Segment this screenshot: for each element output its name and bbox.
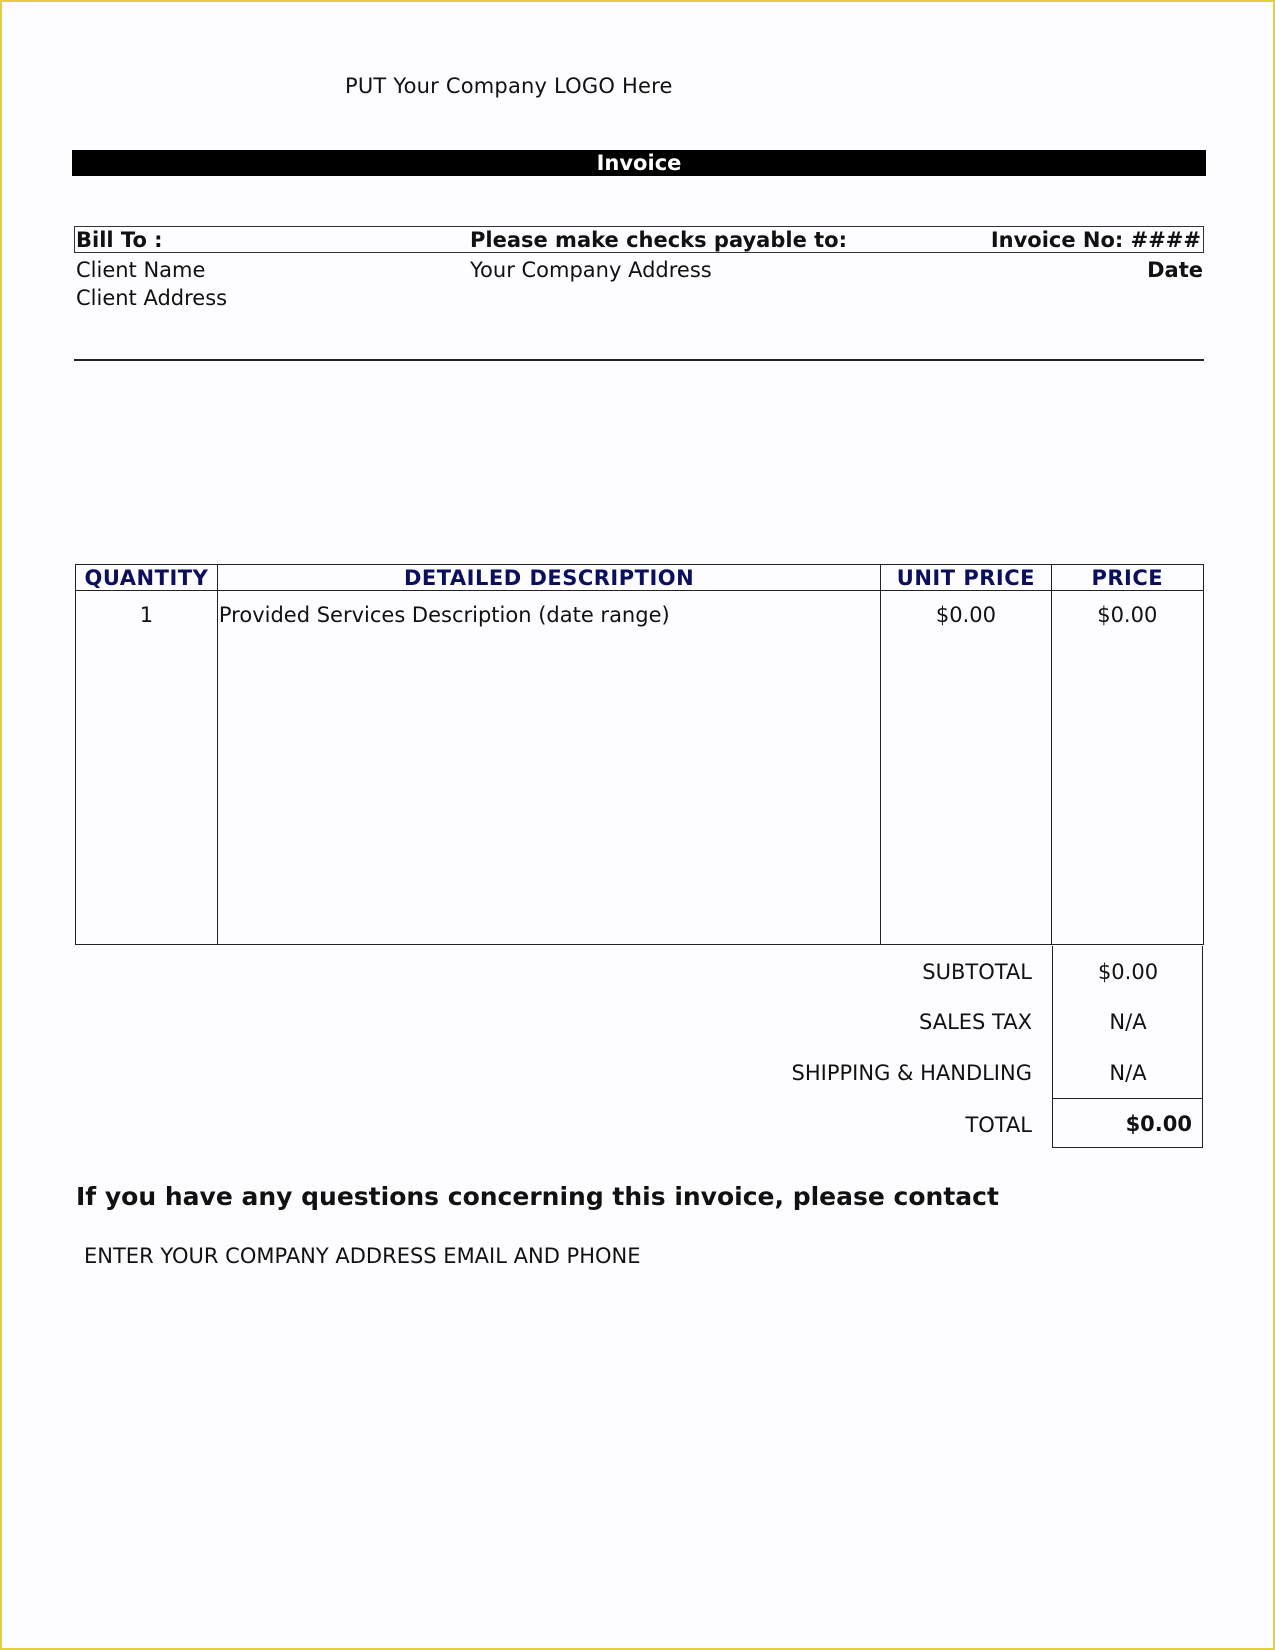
company-logo-placeholder: PUT Your Company LOGO Here — [345, 74, 673, 98]
billing-section-divider — [74, 359, 1204, 361]
questions-heading: If you have any questions concerning this invoice, please contact — [76, 1182, 999, 1211]
contact-placeholder: ENTER YOUR COMPANY ADDRESS EMAIL AND PHONE — [84, 1244, 641, 1268]
price-column-header: PRICE — [1051, 565, 1203, 591]
table-row — [76, 591, 1204, 945]
line-items-table — [75, 564, 1204, 945]
quantity-column-header: QUANTITY — [76, 565, 218, 591]
item-quantity: 1 — [76, 591, 218, 945]
invoice-number: Invoice No: #### — [990, 228, 1201, 252]
company-address: Your Company Address — [470, 258, 712, 282]
item-description: Provided Services Description (date range) — [217, 591, 880, 945]
item-price: $0.00 — [1051, 591, 1203, 945]
total-value: $0.00 — [1052, 1098, 1203, 1148]
sales-tax-label: SALES TAX — [918, 1010, 1032, 1034]
table-header-row — [76, 565, 1204, 591]
shipping-label: SHIPPING & HANDLING — [791, 1061, 1032, 1085]
shipping-value: N/A — [1109, 1061, 1147, 1085]
invoice-title-banner: Invoice — [72, 150, 1206, 176]
item-unit-price: $0.00 — [881, 591, 1051, 945]
subtotal-label: SUBTOTAL — [922, 960, 1032, 984]
client-name: Client Name — [76, 258, 206, 282]
subtotal-value: $0.00 — [1097, 960, 1159, 984]
checks-payable-heading: Please make checks payable to: — [470, 228, 847, 252]
sales-tax-value: N/A — [1109, 1010, 1147, 1034]
description-column-header: DETAILED DESCRIPTION — [217, 565, 880, 591]
client-address: Client Address — [76, 286, 228, 310]
total-label: TOTAL — [965, 1113, 1032, 1137]
bill-to-heading: Bill To : — [76, 228, 163, 252]
unit-price-column-header: UNIT PRICE — [881, 565, 1051, 591]
billing-header-bar — [74, 226, 1204, 253]
invoice-date: Date — [1147, 258, 1203, 282]
